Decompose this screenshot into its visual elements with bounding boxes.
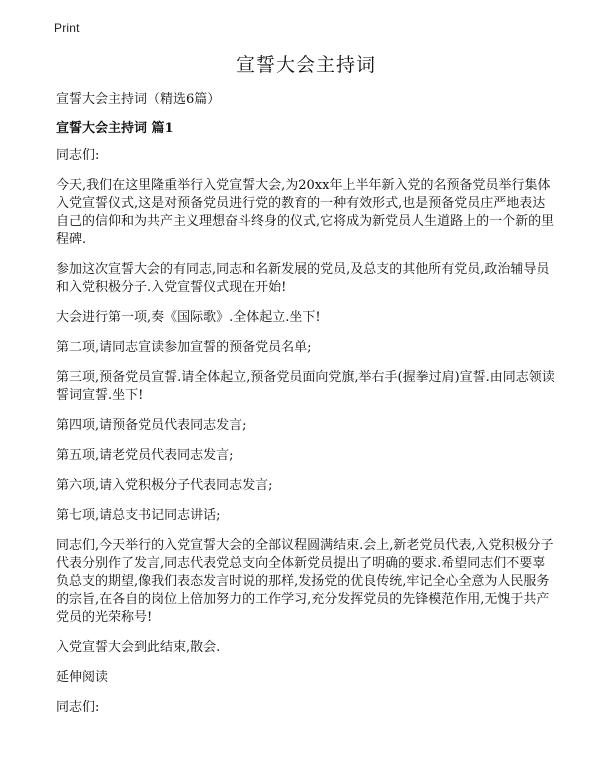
paragraph-item-6: 第六项,请入党积极分子代表同志发言; (56, 478, 273, 493)
paragraph-opening: 今天,我们在这里隆重举行入党宣誓大会,为20xx年上半年新入党的名预备党员举行集体入党宣誓仪式,这是对预备党员进行党的教育的一种有效形式,也是预备党员庄严地表达自己的信仰和为共产主义理想奋斗终身的仪式,它将成为新党员人生道路上的一个新的里程碑. (56, 178, 555, 247)
paragraph-item-5: 第五项,请老党员代表同志发言; (56, 448, 234, 463)
paragraph-item-3: 第三项,预备党员宣誓.请全体起立,预备党员面向党旗,举右手(握拳过肩)宣誓.由同志领读誓词宣誓.坐下! (56, 370, 555, 403)
paragraph-item-2: 第二项,请同志宣读参加宣誓的预备党员名单; (56, 340, 312, 355)
paragraph-item-4: 第四项,请预备党员代表同志发言; (56, 418, 247, 433)
paragraph-greeting: 同志们: (56, 148, 100, 163)
section-heading: 宣誓大会主持词 篇1 (56, 121, 174, 136)
paragraph-adjourn: 入党宣誓大会到此结束,散会. (56, 640, 221, 655)
paragraph-attendees: 参加这次宣誓大会的有同志,同志和名新发展的党员,及总支的其他所有党员,政治辅导员和入党积极分子.入党宣誓仪式现在开始! (56, 262, 550, 295)
paragraph-item-1: 大会进行第一项,奏《国际歌》.全体起立.坐下! (56, 310, 321, 325)
document-title: 宣誓大会主持词 (235, 54, 376, 76)
paragraph-item-7: 第七项,请总支书记同志讲话; (56, 508, 221, 523)
document-page (56, 52, 556, 729)
print-link[interactable]: Print (54, 21, 80, 35)
paragraph-greeting-2: 同志们: (56, 700, 100, 715)
document-subtitle: 宣誓大会主持词（精选6篇） (56, 92, 221, 107)
paragraph-closing-remarks: 同志们,今天举行的入党宣誓大会的全部议程圆满结束.会上,新老党员代表,入党积极分子代表分别作了发言,同志代表党总支向全体新党员提出了明确的要求.希望同志们不要辜负总支的期望,像我们表态发言时说的那样,发扬党的优良传统,牢记全心全意为人民服务的宗旨,在各自的岗位上倍加努力的工作学习,充分发挥党员的先锋模范作用,无愧于共产党员的光荣称号! (56, 538, 554, 625)
paragraph-further-reading: 延伸阅读 (56, 670, 109, 685)
